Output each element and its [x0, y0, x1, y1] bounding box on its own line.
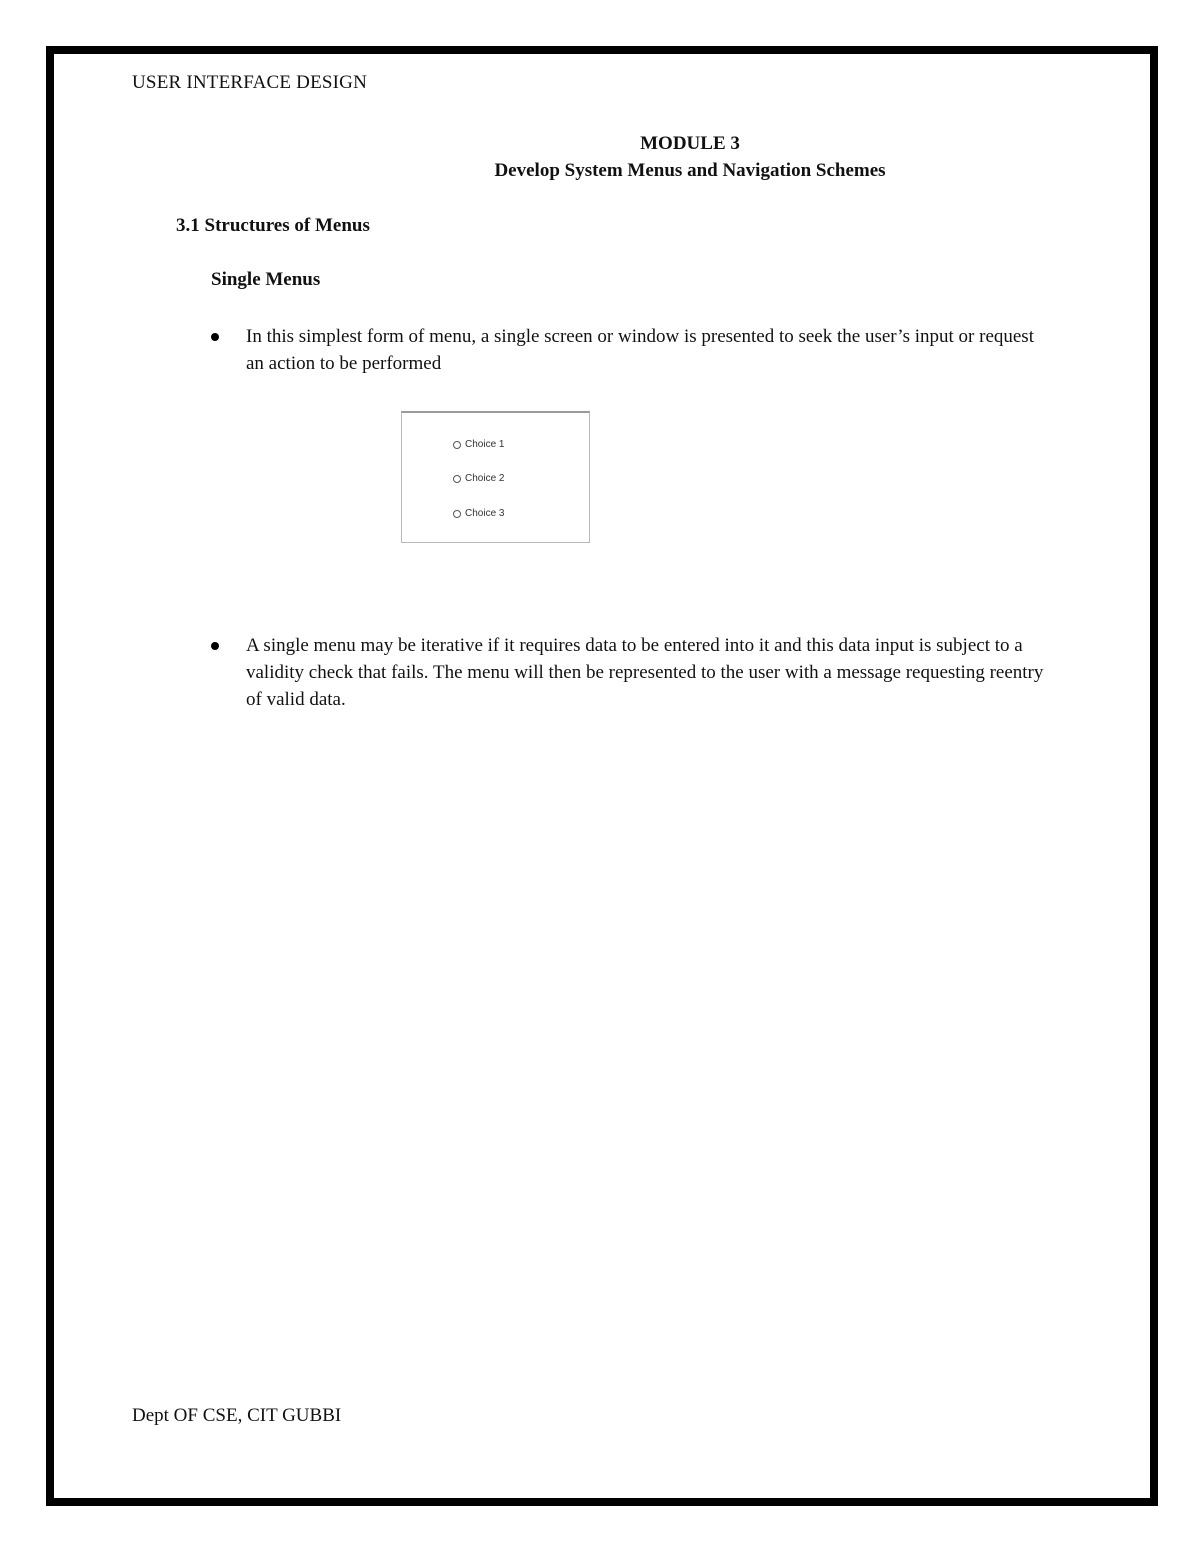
page-footer: Dept OF CSE, CIT GUBBI	[132, 1405, 342, 1426]
bullet-text: In this simplest form of menu, a single screen or window is presented to seek the user’s input or request an action to be performed	[246, 326, 1034, 374]
single-menu-figure	[401, 411, 590, 543]
choice-option	[453, 508, 504, 519]
radio-button-icon	[453, 475, 461, 483]
page-border	[46, 46, 1158, 1506]
module-subtitle: Develop System Menus and Navigation Schemes	[494, 160, 886, 181]
choice-label: Choice 2	[465, 473, 505, 484]
radio-button-icon	[453, 441, 461, 449]
choice-label: Choice 3	[465, 508, 505, 519]
choice-option	[453, 473, 504, 484]
bullet-dot-icon	[211, 333, 219, 341]
sub-heading: Single Menus	[211, 269, 321, 290]
choice-option	[453, 439, 504, 450]
bullet-dot-icon	[211, 642, 219, 650]
section-heading: 3.1 Structures of Menus	[176, 215, 370, 236]
bullet-text: A single menu may be iterative if it requires data to be entered into it and this data input is subject to a validity check that fails. The menu will then be represented to the user with a message requesting reentry of valid data.	[246, 635, 1044, 710]
course-header: USER INTERFACE DESIGN	[132, 72, 368, 93]
module-title: MODULE 3	[640, 133, 740, 154]
radio-button-icon	[453, 510, 461, 518]
choice-label: Choice 1	[465, 439, 505, 450]
